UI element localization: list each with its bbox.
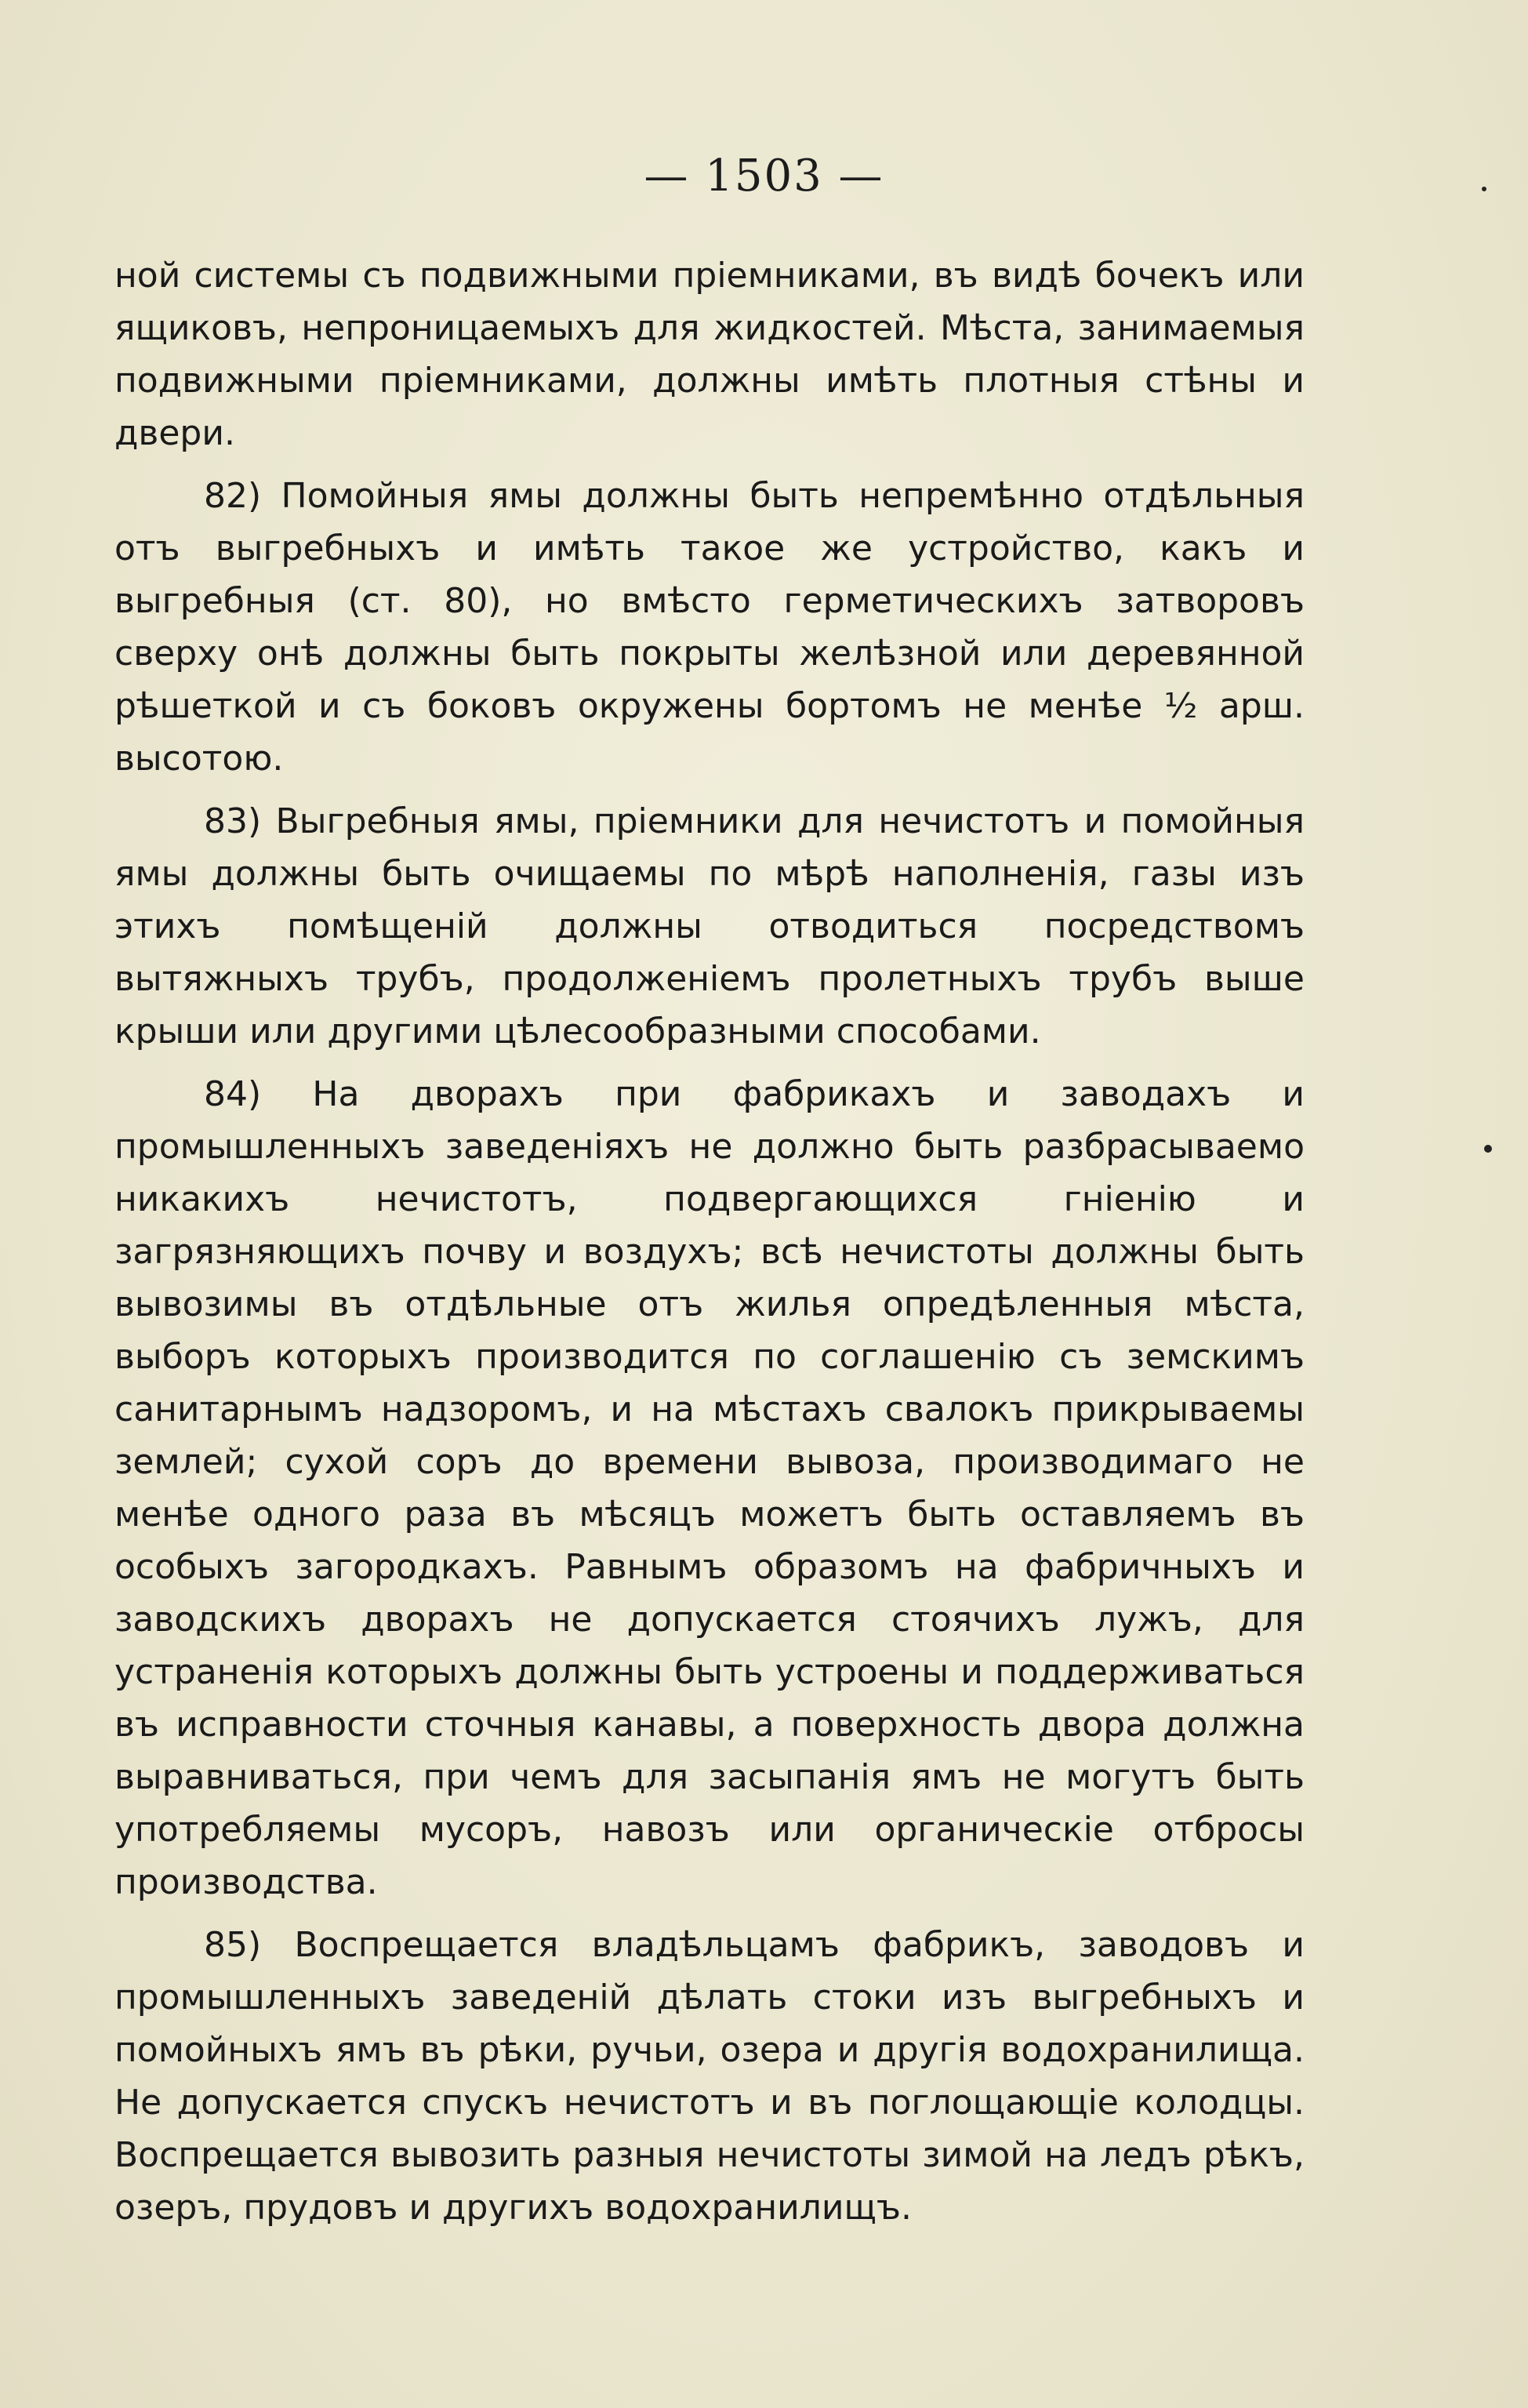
print-speck [1484,1145,1492,1153]
print-speck [1482,187,1486,191]
body-text [114,249,1305,2234]
paragraph-85: 85) Воспрещается владѣльцамъ фабрикъ, заводовъ и промышленныхъ заведеній дѣлать стоки изъ выгребныхъ и помойныхъ ямъ въ рѣки, ручьи, озера и другія водохранилища. Не допускается спускъ нечистотъ и въ поглощающіе колодцы. Воспрещается вывозить разныя нечистоты зимой на ледъ рѣкъ, озеръ, прудовъ и другихъ водохранилищъ. [114,1925,1305,2228]
paragraph-continuation: ной системы съ подвижными пріемниками, въ видѣ бочекъ или ящиковъ, непроницаемыхъ для жидкостей. Мѣста, занимаемыя подвижными пріемниками, должны имѣть плотныя стѣны и двери. [114,256,1305,453]
paragraph-82: 82) Помойныя ямы должны быть непремѣнно отдѣльныя отъ выгребныхъ и имѣть такое же устройство, какъ и выгребныя (ст. 80), но вмѣсто герметическихъ затворовъ сверху онѣ должны быть покрыты желѣзной или деревянной рѣшеткой и съ боковъ окружены бортомъ не менѣе ½ арш. высотою. [114,476,1305,779]
paragraph-84: 84) На дворахъ при фабрикахъ и заводахъ и промышленныхъ заведеніяхъ не должно быть разбрасываемо никакихъ нечистотъ, подвергающихся гніенію и загрязняющихъ почву и воздухъ; всѣ нечистоты должны быть вывозимы въ отдѣльные отъ жилья опредѣленныя мѣста, выборъ которыхъ производится по соглашенію съ земскимъ санитарнымъ надзоромъ, и на мѣстахъ свалокъ прикрываемы землей; сухой соръ до времени вывоза, производимаго не менѣе одного раза въ мѣсяцъ можетъ быть оставляемъ въ особыхъ загородкахъ. Равнымъ образомъ на фабричныхъ и заводскихъ дворахъ не допускается стоячихъ лужъ, для устраненія которыхъ должны быть устроены и поддерживаться въ исправности сточныя канавы, а поверхность двора должна выравниваться, при чемъ для засыпанія ямъ не могутъ быть употребляемы мусоръ, навозъ или органическіе отбросы производства. [114,1074,1305,1902]
page-number: — 1503 — [644,151,884,202]
paragraph-83: 83) Выгребныя ямы, пріемники для нечистотъ и помойныя ямы должны быть очищаемы по мѣрѣ наполненія, газы изъ этихъ помѣщеній должны отводиться посредствомъ вытяжныхъ трубъ, продолженіемъ пролетныхъ трубъ выше крыши или другими цѣлесообразными способами. [114,801,1305,1051]
